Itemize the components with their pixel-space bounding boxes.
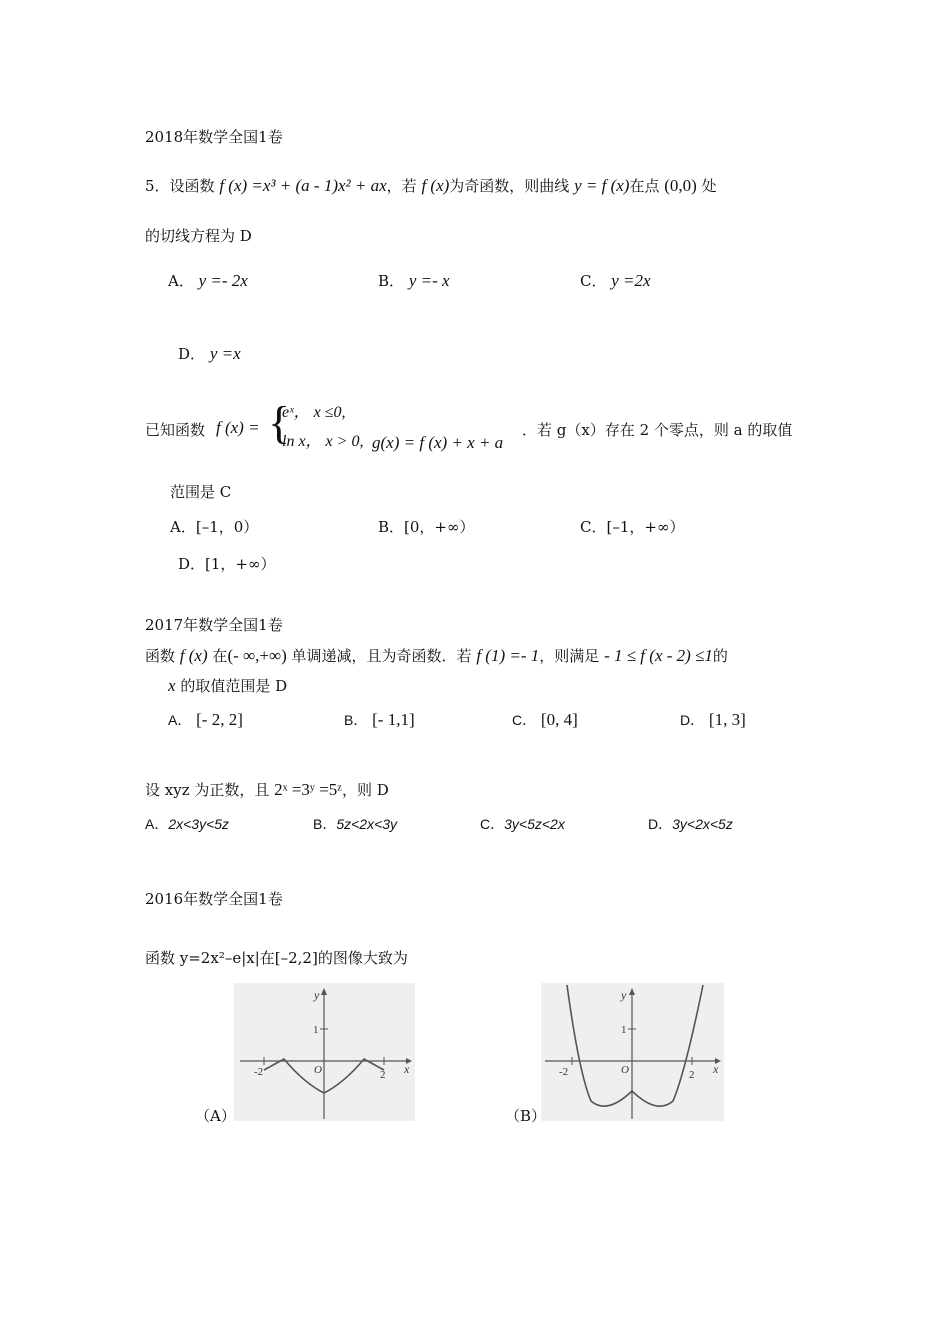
q2017-2-option-b: [313, 816, 397, 833]
option-expr: 3y<5z<2x: [504, 816, 565, 832]
option-label: B．: [378, 518, 405, 536]
option-expr: [–1，+∞）: [606, 518, 685, 536]
q5-option-c: [580, 271, 651, 291]
q5-line2: 的切线方程为 D: [145, 227, 252, 245]
q-mid: 单调递减，且为奇函数．若: [291, 647, 472, 665]
q-line2: 的取值范围是 D: [180, 677, 288, 695]
graph-a-tick-1-label: 1: [313, 1024, 319, 1036]
option-expr: y =- 2x: [198, 271, 248, 290]
q-interval: (- ∞,+∞): [227, 646, 287, 665]
q-f1: f (1) =- 1: [476, 646, 540, 665]
q2017-1-option-c: [512, 710, 578, 730]
graph-a-origin-label: O: [314, 1064, 322, 1076]
option-expr: 5z<2x<3y: [336, 816, 398, 832]
q5-mid3: 在点: [629, 177, 660, 195]
option-label: C．: [512, 712, 537, 728]
graph-b-tick-pos2-label: 2: [689, 1069, 695, 1081]
q6-case2: ln x， x > 0,: [282, 433, 364, 450]
graph-a-x-label: x: [404, 1062, 410, 1076]
graph-b: [541, 983, 724, 1121]
q6-option-d: [178, 555, 276, 573]
option-label: C．: [580, 518, 607, 536]
option-label: D．: [178, 555, 206, 573]
graph-b-tick-neg2-label: -2: [559, 1066, 569, 1078]
q5-option-b: [378, 271, 450, 291]
graph-b-curve: [567, 985, 703, 1106]
q2017-1-option-a: [168, 710, 243, 730]
q6-option-b: [378, 518, 475, 536]
graph-a-y-label: y: [314, 988, 320, 1002]
graph-b-origin-label: O: [621, 1064, 629, 1076]
q5-fx: f (x): [421, 176, 450, 195]
option-label: C．: [480, 816, 505, 832]
q2017-1-line2: [168, 676, 287, 696]
graph-a: [234, 983, 415, 1121]
q-tail: ，则 D: [341, 781, 389, 799]
q5-function: f (x) =x³ + (a - 1)x² + ax: [219, 176, 387, 195]
option-expr: [0, 4]: [540, 710, 578, 729]
option-label: A．: [168, 272, 194, 290]
graph-a-label: （A）: [195, 1107, 236, 1125]
graph-a-tick-pos2-label: 2: [380, 1069, 386, 1081]
option-expr: [- 1,1]: [372, 710, 415, 729]
q5-point: (0,0): [664, 176, 697, 195]
question-5-line1: [145, 176, 717, 196]
q-inequality: - 1 ≤ f (x - 2) ≤1: [604, 646, 713, 665]
section-heading-2016: 2016年数学全国1卷: [145, 890, 283, 908]
q-fx: f (x): [179, 646, 208, 665]
q6-case1: eˣ， x ≤0,: [282, 404, 346, 421]
q6-lead: 已知函数: [145, 421, 206, 439]
q6-fx: f (x) =: [216, 418, 260, 437]
q2017-2-option-a: [145, 816, 229, 833]
q2017-1-option-d: [680, 710, 746, 730]
q5-curve: y = f (x): [574, 176, 630, 195]
graph-b-tick-1-label: 1: [621, 1024, 627, 1036]
q2016-1-stem: 函数 y=2x²–e|x|在[–2,2]的图像大致为: [145, 949, 408, 967]
graph-b-label: （B）: [505, 1107, 547, 1125]
q-mid2: ，则满足: [539, 647, 600, 665]
piecewise-brace: {: [268, 397, 291, 448]
option-expr: [1，+∞）: [205, 555, 276, 573]
graph-b-x-label: x: [713, 1062, 719, 1076]
q6-line2: 范围是 C: [170, 483, 232, 501]
option-label: D．: [680, 712, 705, 728]
option-label: B．: [344, 712, 368, 728]
option-label: A．: [145, 816, 169, 832]
option-expr: [–1，0）: [195, 518, 259, 536]
option-expr: 2x<3y<5z: [168, 816, 230, 832]
q6-gx: g(x) = f (x) + x + a: [372, 433, 504, 452]
q-lead: 设 xyz 为正数，且: [145, 781, 270, 799]
q-var: x: [168, 676, 176, 695]
q6-option-a: [170, 518, 258, 536]
q-in: 在: [212, 647, 228, 665]
section-heading-2018: 2018年数学全国1卷: [145, 128, 283, 146]
option-expr: [1, 3]: [708, 710, 746, 729]
q2017-1-line1: [145, 646, 728, 666]
option-label: B．: [313, 816, 337, 832]
q5-mid2: 为奇函数，则曲线: [449, 177, 570, 195]
q2017-2-option-c: [480, 816, 565, 833]
q-end: 的: [712, 647, 728, 665]
q6-tail: ．若 g（x）存在 2 个零点，则 a 的取值: [522, 421, 793, 439]
q2017-1-option-b: [344, 710, 415, 730]
option-expr: y =- x: [408, 271, 450, 290]
q2017-2-line: [145, 780, 389, 800]
section-heading-2017: 2017年数学全国1卷: [145, 616, 283, 634]
option-expr: y =2x: [611, 271, 651, 290]
q-expr: 2ˣ =3ʸ =5ᶻ: [274, 780, 342, 799]
option-expr: [0，+∞）: [404, 518, 475, 536]
option-label: D．: [178, 345, 206, 363]
q-lead: 函数: [145, 647, 176, 665]
q5-number: 5．设函数: [145, 177, 215, 195]
option-expr: [- 2, 2]: [196, 710, 243, 729]
q5-end: 处: [701, 177, 717, 195]
q6-option-c: [580, 518, 684, 536]
graph-b-y-arrow: [629, 988, 635, 995]
option-expr: y =x: [209, 344, 241, 363]
graph-a-y-arrow: [321, 988, 327, 995]
option-label: D．: [648, 816, 673, 832]
graph-b-y-label: y: [621, 988, 627, 1002]
q5-option-a: [168, 271, 248, 291]
q2017-2-option-d: [648, 816, 733, 833]
graph-a-tick-neg2-label: -2: [254, 1066, 264, 1078]
option-label: B．: [378, 272, 405, 290]
q5-mid: ，若: [386, 177, 417, 195]
q5-option-d: [178, 344, 241, 364]
option-label: C．: [580, 272, 607, 290]
option-expr: 3y<2x<5z: [672, 816, 733, 832]
option-label: A．: [170, 518, 196, 536]
option-label: A．: [168, 712, 192, 728]
